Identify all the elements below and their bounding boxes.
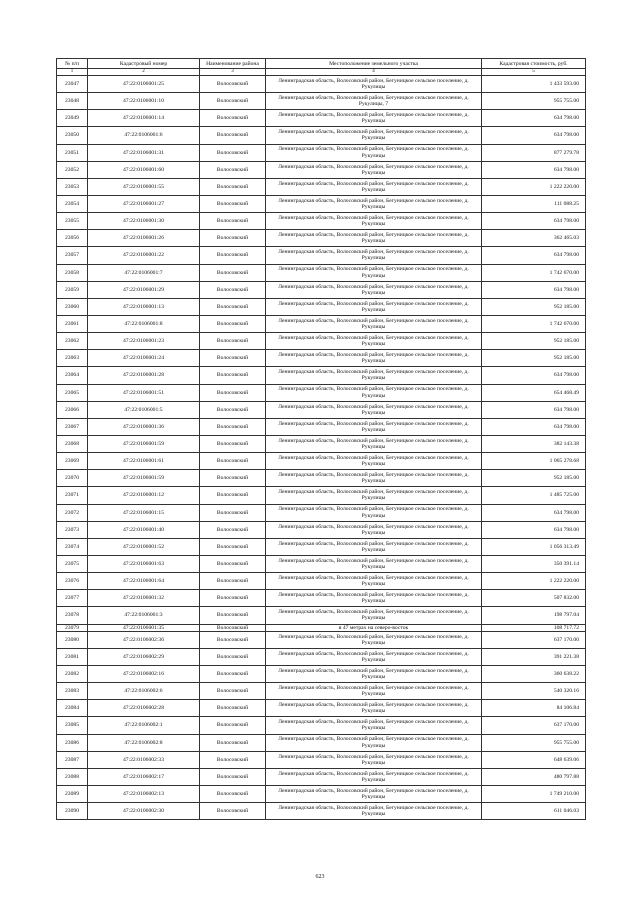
plot-location: Ленинградская область, Волосовский район, Бегуницкое сельское поселение, д. Рукулицы <box>266 487 482 504</box>
cadastral-number: 47:22:0106001:26 <box>88 230 200 247</box>
row-number: 23080 <box>57 631 88 648</box>
row-number: 23069 <box>57 453 88 470</box>
cadastral-number: 47:22:0106001:22 <box>88 247 200 264</box>
district-name: Волосовский <box>200 538 266 555</box>
plot-location: Ленинградская область, Волосовский район, Бегуницкое сельское поселение, д. Рукулицы <box>266 435 482 452</box>
district-name: Волосовский <box>200 470 266 487</box>
column-index: 3 <box>200 69 266 76</box>
table-row <box>57 734 586 751</box>
plot-location: Ленинградская область, Волосовский район, Бегуницкое сельское поселение, д. Рукулицы <box>266 768 482 785</box>
table-row <box>57 768 586 785</box>
table-row <box>57 76 586 93</box>
cadastral-cost: 952 185.00 <box>482 350 586 367</box>
table-row <box>57 367 586 384</box>
table-row <box>57 333 586 350</box>
cadastral-cost: 634 798.00 <box>482 401 586 418</box>
row-number: 23068 <box>57 435 88 452</box>
district-name: Волосовский <box>200 555 266 572</box>
plot-location: Ленинградская область, Волосовский район, Бегуницкое сельское поселение, д. Рукулицы <box>266 785 482 802</box>
district-name: Волосовский <box>200 785 266 802</box>
table-row <box>57 555 586 572</box>
plot-location: Ленинградская область, Волосовский район, Бегуницкое сельское поселение, д. Рукулицы <box>266 315 482 332</box>
cadastral-number: 47:22:0106001:30 <box>88 213 200 230</box>
plot-location: Ленинградская область, Волосовский район, Бегуницкое сельское поселение, д. Рукулицы <box>266 470 482 487</box>
cadastral-number: 47:22:0106002:29 <box>88 648 200 665</box>
plot-location: Ленинградская область, Волосовский район, Бегуницкое сельское поселение, д. Рукулицы <box>266 230 482 247</box>
row-number: 23075 <box>57 555 88 572</box>
plot-location: Ленинградская область, Волосовский район, Бегуницкое сельское поселение, д. Рукулицы <box>266 683 482 700</box>
cadastral-number: 47:22:0106001:31 <box>88 144 200 161</box>
row-number: 23082 <box>57 665 88 682</box>
district-name: Волосовский <box>200 110 266 127</box>
column-index: 5 <box>482 69 586 76</box>
row-number: 23066 <box>57 401 88 418</box>
row-number: 23083 <box>57 683 88 700</box>
cadastral-number: 47:22:0106001:63 <box>88 555 200 572</box>
table-row <box>57 384 586 401</box>
row-number: 23061 <box>57 315 88 332</box>
cadastral-number: 47:22:0106001:5 <box>88 401 200 418</box>
cadastral-cost: 637 170.00 <box>482 717 586 734</box>
cadastral-cost: 634 798.00 <box>482 247 586 264</box>
table-row <box>57 717 586 734</box>
cadastral-cost: 382 143.38 <box>482 435 586 452</box>
plot-location: Ленинградская область, Волосовский район, Бегуницкое сельское поселение, д. Рукулицы <box>266 717 482 734</box>
table-row <box>57 453 586 470</box>
row-number: 23057 <box>57 247 88 264</box>
cadastral-cost: 1 065 278.68 <box>482 453 586 470</box>
cadastral-cost: 540 320.16 <box>482 683 586 700</box>
table-row <box>57 435 586 452</box>
district-name: Волосовский <box>200 700 266 717</box>
cadastral-number: 47:22:0106002:16 <box>88 665 200 682</box>
cadastral-cost: 362 465.03 <box>482 230 586 247</box>
cadastral-number: 47:22:0106002:17 <box>88 768 200 785</box>
cadastral-cost: 648 639.06 <box>482 751 586 768</box>
cadastral-number: 47:22:0106001:32 <box>88 590 200 607</box>
plot-location: Ленинградская область, Волосовский район, Бегуницкое сельское поселение, д. Рукулицы <box>266 590 482 607</box>
table-row <box>57 521 586 538</box>
table-row <box>57 144 586 161</box>
plot-location: Ленинградская область, Волосовский район, Бегуницкое сельское поселение, д. Рукулицы <box>266 367 482 384</box>
table-row <box>57 264 586 281</box>
header-cadastral-number: Кадастровый номер <box>88 59 200 69</box>
district-name: Волосовский <box>200 521 266 538</box>
page-number: 623 <box>315 874 325 880</box>
cadastral-cost: 108 717.72 <box>482 624 586 631</box>
table-row <box>57 161 586 178</box>
cadastral-cost: 634 798.00 <box>482 281 586 298</box>
table-column-index-row <box>57 69 586 76</box>
table-row <box>57 573 586 590</box>
plot-location: Ленинградская область, Волосовский район, Бегуницкое сельское поселение, д. Рукулицы <box>266 521 482 538</box>
table-row <box>57 315 586 332</box>
cadastral-cost: 634 798.00 <box>482 110 586 127</box>
row-number: 23047 <box>57 76 88 93</box>
row-number: 23049 <box>57 110 88 127</box>
row-number: 23053 <box>57 178 88 195</box>
cadastral-cost: 654 468.49 <box>482 384 586 401</box>
plot-location: в 47 метрах на северо-восток <box>266 624 482 631</box>
district-name: Волосовский <box>200 648 266 665</box>
district-name: Волосовский <box>200 247 266 264</box>
district-name: Волосовский <box>200 213 266 230</box>
row-number: 23071 <box>57 487 88 504</box>
district-name: Волосовский <box>200 717 266 734</box>
row-number: 23084 <box>57 700 88 717</box>
plot-location: Ленинградская область, Волосовский район, Бегуницкое сельское поселение, д. Рукулицы <box>266 401 482 418</box>
plot-location: Ленинградская область, Волосовский район, Бегуницкое сельское поселение, д. Рукулицы <box>266 453 482 470</box>
row-number: 23054 <box>57 195 88 212</box>
district-name: Волосовский <box>200 401 266 418</box>
cadastral-cost: 1 222 220.00 <box>482 178 586 195</box>
cadastral-cost: 634 798.00 <box>482 367 586 384</box>
cadastral-cost: 877 279.78 <box>482 144 586 161</box>
cadastral-cost: 955 755.00 <box>482 93 586 110</box>
cadastral-cost: 350 391.14 <box>482 555 586 572</box>
plot-location: Ленинградская область, Волосовский район, Бегуницкое сельское поселение, д. Рукулицы <box>266 195 482 212</box>
row-number: 23078 <box>57 607 88 624</box>
district-name: Волосовский <box>200 504 266 521</box>
district-name: Волосовский <box>200 161 266 178</box>
cadastral-number: 47:22:0106001:36 <box>88 418 200 435</box>
plot-location: Ленинградская область, Волосовский район, Бегуницкое сельское поселение, д. Рукулицы <box>266 161 482 178</box>
table-header-row <box>57 59 586 69</box>
header-num: № п/п <box>57 59 88 69</box>
district-name: Волосовский <box>200 230 266 247</box>
cadastral-number: 47:22:0106001:25 <box>88 76 200 93</box>
row-number: 23063 <box>57 350 88 367</box>
table-row <box>57 751 586 768</box>
row-number: 23062 <box>57 333 88 350</box>
cadastral-number: 47:22:0106002:28 <box>88 700 200 717</box>
district-name: Волосовский <box>200 573 266 590</box>
table-row <box>57 487 586 504</box>
cadastral-number: 47:22:0106002:36 <box>88 631 200 648</box>
district-name: Волосовский <box>200 76 266 93</box>
table-row <box>57 281 586 298</box>
cadastral-cost: 952 185.00 <box>482 470 586 487</box>
row-number: 23060 <box>57 298 88 315</box>
cadastral-number: 47:22:0106002:30 <box>88 803 200 820</box>
plot-location: Ленинградская область, Волосовский район, Бегуницкое сельское поселение, д. Рукулицы <box>266 247 482 264</box>
cadastral-number: 47:22:0106002:1 <box>88 717 200 734</box>
table-row <box>57 213 586 230</box>
cadastral-cost: 634 798.00 <box>482 161 586 178</box>
row-number: 23076 <box>57 573 88 590</box>
cadastral-number: 47:22:0106001:10 <box>88 93 200 110</box>
table-row <box>57 110 586 127</box>
district-name: Волосовский <box>200 195 266 212</box>
plot-location: Ленинградская область, Волосовский район, Бегуницкое сельское поселение, д. Рукулицы <box>266 538 482 555</box>
cadastral-number: 47:22:0106001:12 <box>88 487 200 504</box>
cadastral-cost: 480 797.88 <box>482 768 586 785</box>
cadastral-cost: 111 088.25 <box>482 195 586 212</box>
plot-location: Ленинградская область, Волосовский район, Бегуницкое сельское поселение, д. Рукулицы <box>266 110 482 127</box>
cadastral-cost: 507 832.00 <box>482 590 586 607</box>
plot-location: Ленинградская область, Волосовский район, Бегуницкое сельское поселение, д. Рукулицы <box>266 700 482 717</box>
district-name: Волосовский <box>200 435 266 452</box>
plot-location: Ленинградская область, Волосовский район, Бегуницкое сельское поселение, д. Рукулицы <box>266 213 482 230</box>
district-name: Волосовский <box>200 418 266 435</box>
cadastral-number: 47:22:0106001:55 <box>88 178 200 195</box>
cadastral-cost: 198 797.04 <box>482 607 586 624</box>
cadastral-number: 47:22:0106001:3 <box>88 607 200 624</box>
table-row <box>57 230 586 247</box>
cadastral-number: 47:22:0106001:24 <box>88 350 200 367</box>
row-number: 23048 <box>57 93 88 110</box>
table-row <box>57 418 586 435</box>
table-row <box>57 538 586 555</box>
table-row <box>57 93 586 110</box>
cadastral-number: 47:22:0106001:7 <box>88 264 200 281</box>
row-number: 23051 <box>57 144 88 161</box>
table-row <box>57 401 586 418</box>
row-number: 23086 <box>57 734 88 751</box>
row-number: 23074 <box>57 538 88 555</box>
table-row <box>57 665 586 682</box>
plot-location: Ленинградская область, Волосовский район, Бегуницкое сельское поселение, д. Рукулицы <box>266 384 482 401</box>
cadastral-number: 47:22:0106001:29 <box>88 281 200 298</box>
row-number: 23085 <box>57 717 88 734</box>
cadastral-cost: 634 798.00 <box>482 504 586 521</box>
district-name: Волосовский <box>200 315 266 332</box>
cadastral-number: 47:22:0106002:13 <box>88 785 200 802</box>
cadastral-cost: 637 170.00 <box>482 631 586 648</box>
plot-location: Ленинградская область, Волосовский район, Бегуницкое сельское поселение, д. Рукулицы <box>266 648 482 665</box>
plot-location: Ленинградская область, Волосовский район, Бегуницкое сельское поселение, д. Рукулицы <box>266 631 482 648</box>
cadastral-cost: 634 798.00 <box>482 521 586 538</box>
cadastral-cost: 955 755.00 <box>482 734 586 751</box>
header-location: Местоположение земельного участка <box>266 59 482 69</box>
table-row <box>57 624 586 631</box>
district-name: Волосовский <box>200 453 266 470</box>
table-row <box>57 648 586 665</box>
district-name: Волосовский <box>200 298 266 315</box>
row-number: 23087 <box>57 751 88 768</box>
cadastral-cost: 1 222 220.00 <box>482 573 586 590</box>
column-index: 1 <box>57 69 88 76</box>
table-row <box>57 607 586 624</box>
plot-location: Ленинградская область, Волосовский район, Бегуницкое сельское поселение, д. Рукулицы <box>266 76 482 93</box>
cadastral-number: 47:22:0106001:59 <box>88 435 200 452</box>
header-cadastral-cost: Кадастровая стоимость, руб. <box>482 59 586 69</box>
district-name: Волосовский <box>200 624 266 631</box>
cadastral-number: 47:22:0106001:40 <box>88 521 200 538</box>
row-number: 23064 <box>57 367 88 384</box>
plot-location: Ленинградская область, Волосовский район, Бегуницкое сельское поселение, д. Рукулицы, 7 <box>266 93 482 110</box>
column-index: 4 <box>266 69 482 76</box>
district-name: Волосовский <box>200 350 266 367</box>
cadastral-number: 47:22:0106001:52 <box>88 538 200 555</box>
table-row <box>57 803 586 820</box>
row-number: 23055 <box>57 213 88 230</box>
row-number: 23077 <box>57 590 88 607</box>
row-number: 23072 <box>57 504 88 521</box>
district-name: Волосовский <box>200 607 266 624</box>
table-body <box>57 76 586 820</box>
table-row <box>57 504 586 521</box>
cadastral-cost: 1 433 593.00 <box>482 76 586 93</box>
row-number: 23067 <box>57 418 88 435</box>
cadastral-cost: 634 798.00 <box>482 213 586 230</box>
plot-location: Ленинградская область, Волосовский район, Бегуницкое сельское поселение, д. Рукулицы <box>266 298 482 315</box>
row-number: 23056 <box>57 230 88 247</box>
row-number: 23081 <box>57 648 88 665</box>
plot-location: Ленинградская область, Волосовский район, Бегуницкое сельское поселение, д. Рукулицы <box>266 178 482 195</box>
row-number: 23089 <box>57 785 88 802</box>
row-number: 23079 <box>57 624 88 631</box>
cadastral-cost-table <box>56 58 586 820</box>
table-row <box>57 195 586 212</box>
plot-location: Ленинградская область, Волосовский район, Бегуницкое сельское поселение, д. Рукулицы <box>266 555 482 572</box>
plot-location: Ленинградская область, Волосовский район, Бегуницкое сельское поселение, д. Рукулицы <box>266 803 482 820</box>
row-number: 23070 <box>57 470 88 487</box>
table-row <box>57 590 586 607</box>
cadastral-cost: 1 485 725.00 <box>482 487 586 504</box>
district-name: Волосовский <box>200 127 266 144</box>
district-name: Волосовский <box>200 665 266 682</box>
table-row <box>57 631 586 648</box>
row-number: 23050 <box>57 127 88 144</box>
row-number: 23073 <box>57 521 88 538</box>
column-index: 2 <box>88 69 200 76</box>
cadastral-cost: 1 056 313.49 <box>482 538 586 555</box>
cadastral-cost: 1 749 210.00 <box>482 785 586 802</box>
cadastral-cost: 1 742 670.00 <box>482 264 586 281</box>
row-number: 23058 <box>57 264 88 281</box>
cadastral-number: 47:22:0106001:51 <box>88 384 200 401</box>
plot-location: Ленинградская область, Волосовский район, Бегуницкое сельское поселение, д. Рукулицы <box>266 281 482 298</box>
district-name: Волосовский <box>200 487 266 504</box>
plot-location: Ленинградская область, Волосовский район, Бегуницкое сельское поселение, д. Рукулицы <box>266 665 482 682</box>
cadastral-number: 47:22:0106001:27 <box>88 195 200 212</box>
cadastral-cost: 611 046.03 <box>482 803 586 820</box>
district-name: Волосовский <box>200 751 266 768</box>
cadastral-number: 47:22:0106002:33 <box>88 751 200 768</box>
cadastral-number: 47:22:0106001:8 <box>88 315 200 332</box>
district-name: Волосовский <box>200 264 266 281</box>
cadastral-cost: 634 798.00 <box>482 127 586 144</box>
table-row <box>57 247 586 264</box>
cadastral-cost: 634 798.00 <box>482 418 586 435</box>
plot-location: Ленинградская область, Волосовский район, Бегуницкое сельское поселение, д. Рукулицы <box>266 573 482 590</box>
cadastral-cost: 360 638.22 <box>482 665 586 682</box>
cadastral-cost: 84 106.84 <box>482 700 586 717</box>
cadastral-number: 47:22:0106001:35 <box>88 624 200 631</box>
district-name: Волосовский <box>200 631 266 648</box>
cadastral-number: 47:22:0106002:8 <box>88 734 200 751</box>
table-row <box>57 298 586 315</box>
district-name: Волосовский <box>200 768 266 785</box>
cadastral-number: 47:22:0106001:6 <box>88 127 200 144</box>
district-name: Волосовский <box>200 590 266 607</box>
district-name: Волосовский <box>200 803 266 820</box>
cadastral-number: 47:22:0106001:64 <box>88 573 200 590</box>
district-name: Волосовский <box>200 93 266 110</box>
cadastral-cost: 952 185.00 <box>482 298 586 315</box>
plot-location: Ленинградская область, Волосовский район, Бегуницкое сельское поселение, д. Рукулицы <box>266 264 482 281</box>
table-row <box>57 350 586 367</box>
plot-location: Ленинградская область, Волосовский район, Бегуницкое сельское поселение, д. Рукулицы <box>266 127 482 144</box>
plot-location: Ленинградская область, Волосовский район, Бегуницкое сельское поселение, д. Рукулицы <box>266 734 482 751</box>
cadastral-cost: 391 221.38 <box>482 648 586 665</box>
plot-location: Ленинградская область, Волосовский район, Бегуницкое сельское поселение, д. Рукулицы <box>266 607 482 624</box>
cadastral-number: 47:22:0106001:14 <box>88 110 200 127</box>
row-number: 23088 <box>57 768 88 785</box>
cadastral-number: 47:22:0106001:23 <box>88 333 200 350</box>
cadastral-number: 47:22:0106001:60 <box>88 161 200 178</box>
row-number: 23090 <box>57 803 88 820</box>
table-row <box>57 683 586 700</box>
district-name: Волосовский <box>200 384 266 401</box>
cadastral-number: 47:22:0106001:13 <box>88 298 200 315</box>
table-row <box>57 470 586 487</box>
district-name: Волосовский <box>200 683 266 700</box>
district-name: Волосовский <box>200 178 266 195</box>
plot-location: Ленинградская область, Волосовский район, Бегуницкое сельское поселение, д. Рукулицы <box>266 504 482 521</box>
cadastral-cost: 1 742 670.00 <box>482 315 586 332</box>
district-name: Волосовский <box>200 281 266 298</box>
plot-location: Ленинградская область, Волосовский район, Бегуницкое сельское поселение, д. Рукулицы <box>266 350 482 367</box>
row-number: 23059 <box>57 281 88 298</box>
row-number: 23065 <box>57 384 88 401</box>
cadastral-number: 47:22:0106001:61 <box>88 453 200 470</box>
district-name: Волосовский <box>200 367 266 384</box>
header-district: Наименование района <box>200 59 266 69</box>
table-row <box>57 700 586 717</box>
row-number: 23052 <box>57 161 88 178</box>
cadastral-number: 47:22:0106001:59 <box>88 470 200 487</box>
cadastral-number: 47:22:0106002:6 <box>88 683 200 700</box>
cadastral-cost: 952 185.00 <box>482 333 586 350</box>
table-row <box>57 785 586 802</box>
district-name: Волосовский <box>200 333 266 350</box>
table-row <box>57 127 586 144</box>
cadastral-number: 47:22:0106001:15 <box>88 504 200 521</box>
district-name: Волосовский <box>200 734 266 751</box>
plot-location: Ленинградская область, Волосовский район, Бегуницкое сельское поселение, д. Рукулицы <box>266 333 482 350</box>
plot-location: Ленинградская область, Волосовский район, Бегуницкое сельское поселение, д. Рукулицы <box>266 418 482 435</box>
table-row <box>57 178 586 195</box>
plot-location: Ленинградская область, Волосовский район, Бегуницкое сельское поселение, д. Рукулицы <box>266 751 482 768</box>
district-name: Волосовский <box>200 144 266 161</box>
plot-location: Ленинградская область, Волосовский район, Бегуницкое сельское поселение, д. Рукулицы <box>266 144 482 161</box>
cadastral-number: 47:22:0106001:28 <box>88 367 200 384</box>
cadastral-table-container <box>56 58 585 820</box>
